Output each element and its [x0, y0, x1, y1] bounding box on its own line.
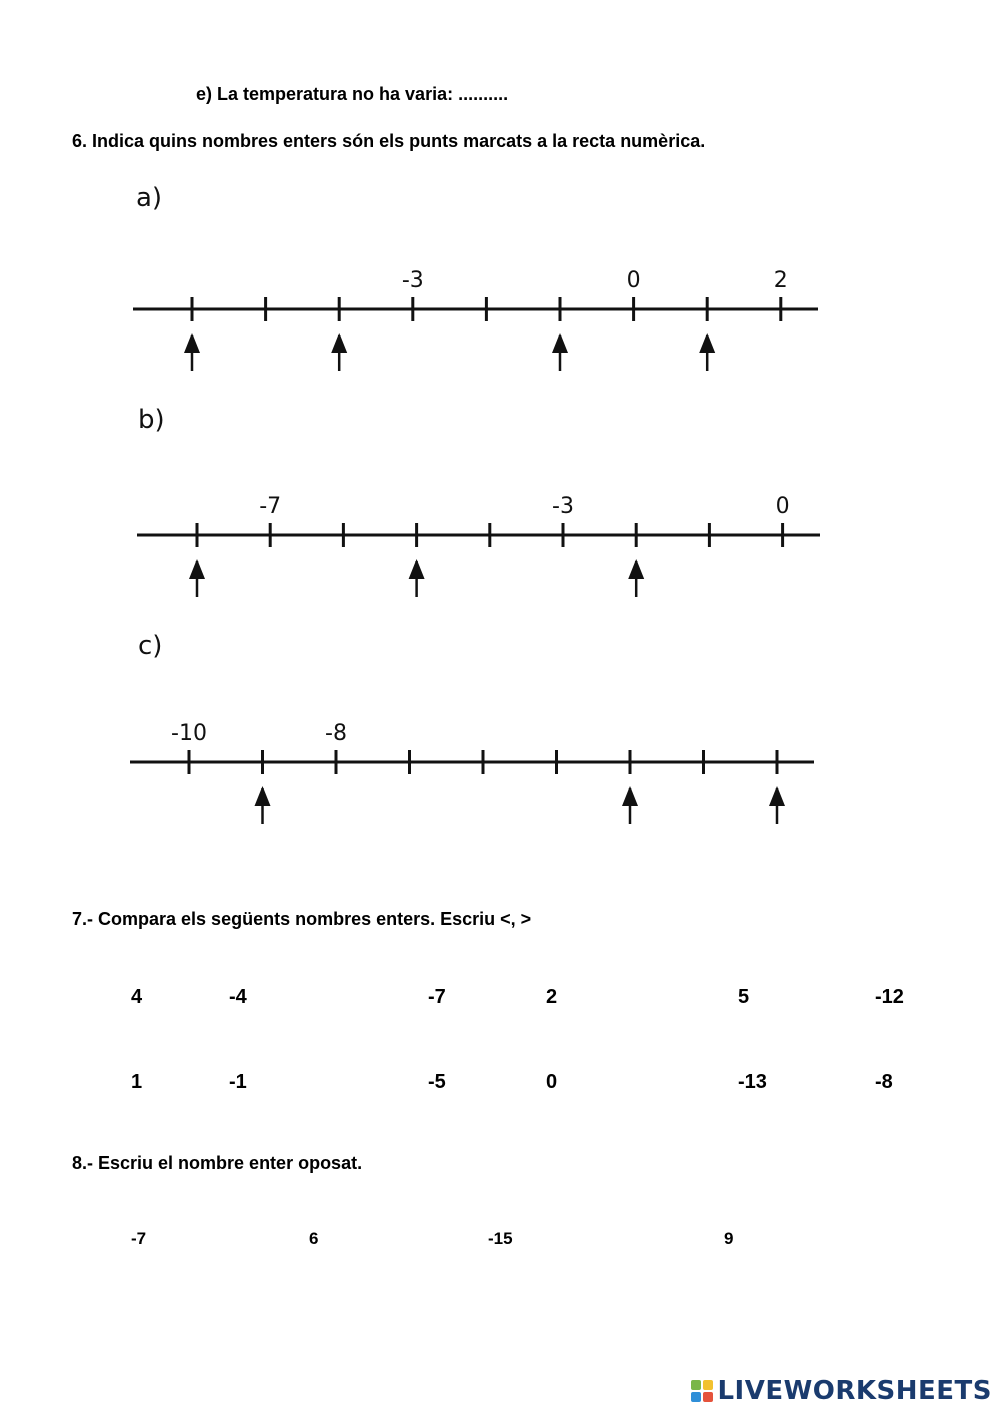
compare-number: 1: [131, 1071, 143, 1093]
arrow-up-icon: [184, 333, 200, 353]
opposite-number: 6: [309, 1229, 319, 1248]
logo-mark-icon: [691, 1380, 713, 1402]
logo-square-yellow: [703, 1380, 713, 1390]
compare-number: 4: [131, 986, 143, 1008]
arrow-up-icon: [552, 333, 568, 353]
logo-square-blue: [691, 1392, 701, 1402]
logo-text: LIVEWORKSHEETS: [717, 1376, 992, 1406]
compare-number: -12: [875, 986, 904, 1008]
compare-number: -5: [428, 1071, 446, 1093]
arrow-up-icon: [409, 559, 425, 579]
question-7-title: 7.- Compara els següents nombres enters. Escriu <, >: [72, 909, 532, 929]
tick-label: 0: [626, 268, 641, 293]
arrow-up-icon: [255, 786, 271, 806]
opposite-number: 9: [724, 1229, 734, 1248]
compare-number: -4: [229, 986, 247, 1008]
opposite-number: -15: [488, 1229, 513, 1248]
compare-number: -1: [229, 1071, 247, 1093]
logo-square-green: [691, 1380, 701, 1390]
question-8-title: 8.- Escriu el nombre enter oposat.: [72, 1153, 363, 1173]
arrow-up-icon: [622, 786, 638, 806]
tick-label: -10: [171, 721, 207, 746]
opposite-number: -7: [131, 1229, 147, 1248]
arrow-up-icon: [331, 333, 347, 353]
compare-number: -7: [428, 986, 446, 1008]
compare-number: 0: [546, 1071, 558, 1093]
tick-label: -8: [325, 721, 347, 746]
question-6-title: 6. Indica quins nombres enters són els punts marcats a la recta numèrica.: [72, 131, 706, 151]
arrow-up-icon: [699, 333, 715, 353]
compare-number: -8: [875, 1071, 893, 1093]
figure-label: c): [138, 631, 163, 661]
question-e-text: e) La temperatura no ha varia: ..........: [196, 84, 509, 104]
tick-label: 2: [773, 268, 788, 293]
compare-number: 5: [738, 986, 750, 1008]
liveworksheets-logo: [691, 1376, 992, 1406]
tick-label: -3: [401, 268, 424, 293]
compare-number: -13: [738, 1071, 767, 1093]
tick-label: -3: [552, 494, 574, 519]
arrow-up-icon: [189, 559, 205, 579]
figure-label: b): [138, 405, 165, 435]
arrow-up-icon: [628, 559, 644, 579]
tick-label: 0: [775, 494, 790, 519]
tick-label: -7: [259, 494, 282, 519]
compare-number: 2: [546, 986, 558, 1008]
figure-label: a): [136, 183, 163, 213]
logo-square-red: [703, 1392, 713, 1402]
arrow-up-icon: [769, 786, 785, 806]
